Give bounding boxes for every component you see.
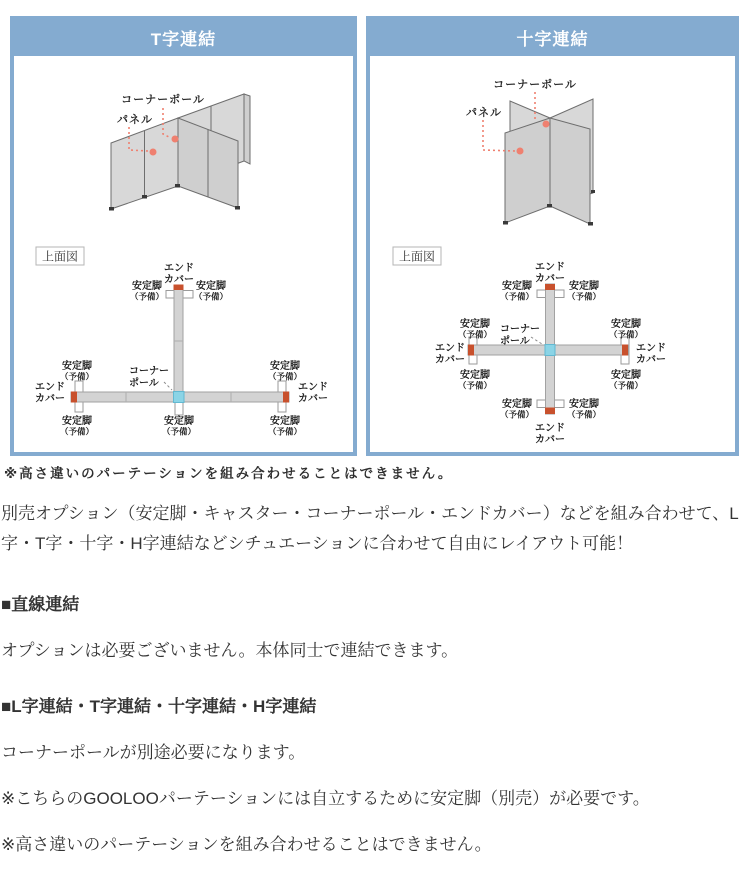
foot-mark <box>591 190 595 193</box>
label-end-cover: エンド <box>298 382 328 393</box>
label-stabilizer-leg: 安定脚 <box>62 361 92 372</box>
label-end-cover: カバー <box>636 354 666 366</box>
label-corner-pole: コーナーポール <box>121 94 205 106</box>
cross-join-3d-diagram <box>370 58 735 243</box>
label-spare: （予備） <box>499 291 535 302</box>
label-corner-pole: ポール <box>129 378 159 389</box>
heading-straight-join: ■直線連結 <box>1 595 80 614</box>
panel-cross-join <box>366 16 739 456</box>
label-end-cover: エンド <box>35 382 65 393</box>
foot-mark <box>503 221 508 225</box>
panel-t-body <box>14 58 353 452</box>
panel-cross-body <box>370 58 735 452</box>
foot-mark <box>175 184 180 188</box>
label-spare: （予備） <box>566 291 602 302</box>
label-corner-pole: コーナー <box>500 324 540 335</box>
label-spare: （予備） <box>59 426 95 437</box>
foot-mark <box>142 195 147 199</box>
foot-mark <box>547 204 552 208</box>
label-panel: パネル <box>466 107 502 119</box>
label-panel: パネル <box>117 114 153 126</box>
description-section <box>0 499 750 881</box>
label-end-cover: エンド <box>435 343 465 354</box>
foot-mark <box>588 222 593 226</box>
label-spare: （予備） <box>193 291 229 302</box>
t-join-top-view-diagram <box>14 243 353 452</box>
label-stabilizer-leg: 安定脚 <box>132 281 162 292</box>
end-cover-cap <box>545 408 555 415</box>
label-spare: （予備） <box>129 291 165 302</box>
label-stabilizer-leg: 安定脚 <box>611 370 641 381</box>
label-end-cover: カバー <box>298 393 328 405</box>
label-end-cover: エンド <box>636 343 666 354</box>
pointer-dot-icon <box>517 148 524 155</box>
label-end-cover: カバー <box>164 274 194 286</box>
top-view-badge-label: 上面図 <box>41 249 79 264</box>
straight-join-text: オプションは必要ございません。本体同士で連結できます。 <box>1 641 459 660</box>
dashed-pointer-line <box>164 382 172 390</box>
label-stabilizer-leg: 安定脚 <box>460 319 490 330</box>
label-spare: （予備） <box>59 371 95 382</box>
note-stabilizer-legs: ※こちらのGOOLOOパーテーションには自立するために安定脚（別売）が必要です。 <box>1 789 650 808</box>
height-mismatch-caption: ※高さ違いのパーテーションを組み合わせることはできません。 <box>4 466 454 481</box>
foot-mark <box>235 206 240 210</box>
end-cover-cap <box>545 284 555 290</box>
label-stabilizer-leg: 安定脚 <box>164 416 194 427</box>
label-end-cover: エンド <box>535 262 565 273</box>
label-corner-pole: コーナー <box>129 366 169 377</box>
label-end-cover: カバー <box>35 393 65 405</box>
cross-join-top-view-diagram <box>370 243 735 452</box>
label-spare: （予備） <box>267 371 303 382</box>
label-stabilizer-leg: 安定脚 <box>196 281 226 292</box>
label-stabilizer-leg: 安定脚 <box>502 281 532 292</box>
t-join-3d-diagram <box>14 58 353 243</box>
panel-t-title: T字連結 <box>14 20 353 58</box>
label-stabilizer-leg: 安定脚 <box>270 361 300 372</box>
top-view-badge-label: 上面図 <box>398 249 436 264</box>
label-spare: （予備） <box>161 426 197 437</box>
label-end-cover: カバー <box>535 434 565 446</box>
pointer-dot-icon <box>543 121 550 128</box>
corner-pole-marker <box>545 345 555 356</box>
pointer-dot-icon <box>172 136 179 143</box>
shape-joins-text: コーナーポールが別途必要になります。 <box>1 743 306 762</box>
label-end-cover: エンド <box>164 263 194 274</box>
label-stabilizer-leg: 安定脚 <box>569 399 599 410</box>
end-cover-cap <box>283 392 289 403</box>
label-end-cover: エンド <box>535 423 565 434</box>
label-spare: （予備） <box>499 409 535 420</box>
panel-t-join <box>10 16 357 456</box>
label-stabilizer-leg: 安定脚 <box>611 319 641 330</box>
intro-text: 別売オプション（安定脚・キャスター・コーナーポール・エンドカバー）などを組み合わせて、L字・T字・十字・H字連結などシチュエーションに合わせて自由にレイアウト可能！ <box>1 504 739 553</box>
label-corner-pole: ポール <box>500 336 530 347</box>
note-height-mismatch: ※高さ違いのパーテーションを組み合わせることはできません。 <box>1 835 492 854</box>
label-spare: （予備） <box>566 409 602 420</box>
label-stabilizer-leg: 安定脚 <box>569 281 599 292</box>
dashed-pointer-line <box>531 337 542 344</box>
label-end-cover: カバー <box>435 354 465 366</box>
partition-wall <box>505 118 550 223</box>
label-spare: （予備） <box>267 426 303 437</box>
label-stabilizer-leg: 安定脚 <box>502 399 532 410</box>
label-stabilizer-leg: 安定脚 <box>62 416 92 427</box>
end-cover-cap <box>71 392 77 403</box>
label-stabilizer-leg: 安定脚 <box>460 370 490 381</box>
end-cover-cap <box>468 345 474 356</box>
partition-wall <box>550 118 590 224</box>
label-stabilizer-leg: 安定脚 <box>270 416 300 427</box>
label-corner-pole: コーナーポール <box>493 79 577 91</box>
corner-pole-marker <box>174 392 185 403</box>
label-spare: （予備） <box>608 380 644 391</box>
heading-shape-joins: ■L字連結・T字連結・十字連結・H字連結 <box>1 697 317 716</box>
pointer-dot-icon <box>150 149 157 156</box>
foot-mark <box>109 207 114 211</box>
partition-wall-edge <box>244 94 250 164</box>
label-spare: （予備） <box>457 380 493 391</box>
label-spare: （予備） <box>457 329 493 340</box>
panel-cross-title: 十字連結 <box>370 20 735 58</box>
label-spare: （予備） <box>608 329 644 340</box>
end-cover-cap <box>622 345 628 356</box>
label-end-cover: カバー <box>535 273 565 285</box>
